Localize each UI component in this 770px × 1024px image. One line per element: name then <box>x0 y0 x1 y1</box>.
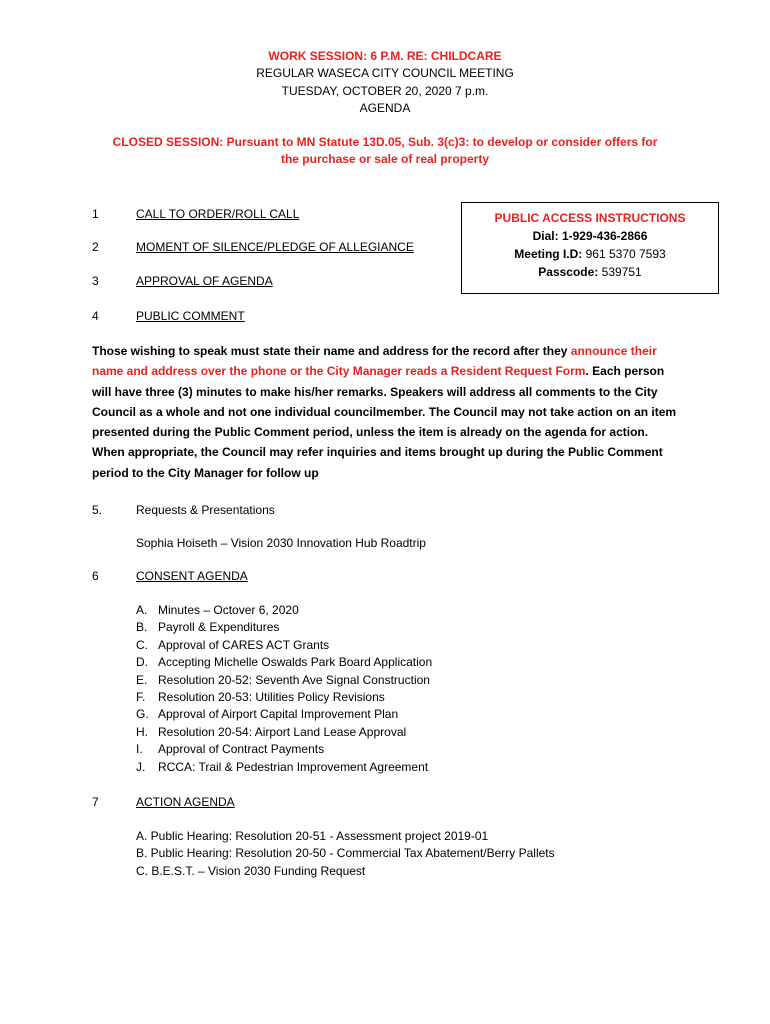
public-access-meeting-id <box>462 245 718 263</box>
list-item-letter: E. <box>136 672 148 687</box>
list-item-letter: B. <box>136 620 148 635</box>
item-7-number: 7 <box>92 795 99 809</box>
list-item: A. Public Hearing: Resolution 20-51 - Assessment project 2019-01 <box>136 829 489 843</box>
item-3-label: APPROVAL OF AGENDA <box>136 274 273 288</box>
list-item-letter: F. <box>136 690 146 705</box>
passcode-value: 539751 <box>598 265 642 279</box>
item-3-number: 3 <box>92 274 99 288</box>
list-item: C. B.E.S.T. – Vision 2030 Funding Request <box>136 863 366 878</box>
item-1-number: 1 <box>92 207 99 221</box>
item-5-number: 5. <box>92 503 103 517</box>
action-agenda-list <box>136 828 555 880</box>
item-6-label: CONSENT AGENDA <box>136 569 248 583</box>
list-item <box>136 654 432 671</box>
agenda-heading: AGENDA <box>359 101 411 115</box>
public-access-box <box>461 202 719 294</box>
list-item-letter: J. <box>136 759 146 774</box>
item-5-presentation: Sophia Hoiseth – Vision 2030 Innovation Hub Roadtrip <box>136 536 426 550</box>
list-item: B. Public Hearing: Resolution 20-50 - Commercial Tax Abatement/Berry Pallets <box>136 846 555 861</box>
public-comment-part-1: Those wishing to speak must state their name and address for the record after they <box>92 344 571 358</box>
list-item <box>136 619 432 636</box>
list-item <box>136 689 432 706</box>
list-item-text: Accepting Michelle Oswalds Park Board Application <box>158 655 433 670</box>
list-item-text: Approval of Airport Capital Improvement Plan <box>158 707 399 722</box>
list-item-text: Resolution 20-53: Utilities Policy Revisions <box>158 690 385 705</box>
item-4-number: 4 <box>92 309 99 323</box>
passcode-label: Passcode: <box>538 265 599 279</box>
list-item <box>136 602 432 619</box>
public-access-title: PUBLIC ACCESS INSTRUCTIONS <box>494 211 686 225</box>
list-item-letter: D. <box>136 655 148 670</box>
list-item-text: Approval of CARES ACT Grants <box>158 637 330 652</box>
public-access-dial: Dial: 1-929-436-2866 <box>532 229 648 243</box>
list-item-text: Resolution 20-54: Airport Land Lease Approval <box>158 724 407 739</box>
item-1-label: CALL TO ORDER/ROLL CALL <box>136 207 300 221</box>
meeting-id-label: Meeting I.D: <box>514 247 583 261</box>
list-item <box>136 706 432 723</box>
item-4-label: PUBLIC COMMENT <box>136 309 245 323</box>
meeting-title: REGULAR WASECA CITY COUNCIL MEETING <box>256 66 514 80</box>
list-item-text: Payroll & Expenditures <box>158 620 280 635</box>
item-2-label: MOMENT OF SILENCE/PLEDGE OF ALLEGIANCE <box>136 240 414 254</box>
item-6-number: 6 <box>92 569 99 583</box>
meeting-id-value: 961 5370 7593 <box>582 247 666 261</box>
public-comment-part-2: announce their name and address over the phone or the City Manager reads a Resident Request Form <box>92 344 657 379</box>
list-item-text: RCCA: Trail & Pedestrian Improvement Agreement <box>158 759 429 774</box>
list-item-letter: C. <box>136 637 148 652</box>
closed-session-line-1: CLOSED SESSION: Pursuant to MN Statute 13D.05, Sub. 3(c)3: to develop or consider offers for <box>112 135 658 149</box>
list-item <box>136 741 432 758</box>
public-comment-paragraph <box>92 341 682 483</box>
item-5-label: Requests & Presentations <box>136 503 275 517</box>
list-item-text: Approval of Contract Payments <box>158 742 325 757</box>
list-item-letter: G. <box>136 707 149 722</box>
list-item-text: Minutes – Octover 6, 2020 <box>158 603 299 617</box>
list-item <box>136 672 432 689</box>
list-item <box>136 637 432 654</box>
list-item-text: Resolution 20-52: Seventh Ave Signal Construction <box>158 672 430 687</box>
work-session-heading: WORK SESSION: 6 P.M. RE: CHILDCARE <box>268 49 502 63</box>
public-comment-part-3: . Each person will have three (3) minutes to make his/her remarks. Speakers will address all comments to the City Council as a whole and not one individual councilmember. The Council may not take action on an item presented during the Public Comment period, unless the item is already on the agenda for action. When appropriate, the Council may refer inquiries and items brought up during the Public Comment period to the City Manager for follow up <box>92 364 677 480</box>
list-item-letter: I. <box>136 742 143 757</box>
item-2-number: 2 <box>92 240 99 254</box>
item-7-label: ACTION AGENDA <box>136 795 235 809</box>
closed-session-line-2: the purchase or sale of real property <box>280 152 490 166</box>
list-item-letter: A. <box>136 603 148 617</box>
list-item <box>136 759 432 776</box>
list-item <box>136 724 432 741</box>
public-access-passcode <box>462 263 718 281</box>
meeting-date: TUESDAY, OCTOBER 20, 2020 7 p.m. <box>281 84 489 98</box>
consent-agenda-list <box>136 602 432 776</box>
list-item-letter: H. <box>136 724 148 739</box>
